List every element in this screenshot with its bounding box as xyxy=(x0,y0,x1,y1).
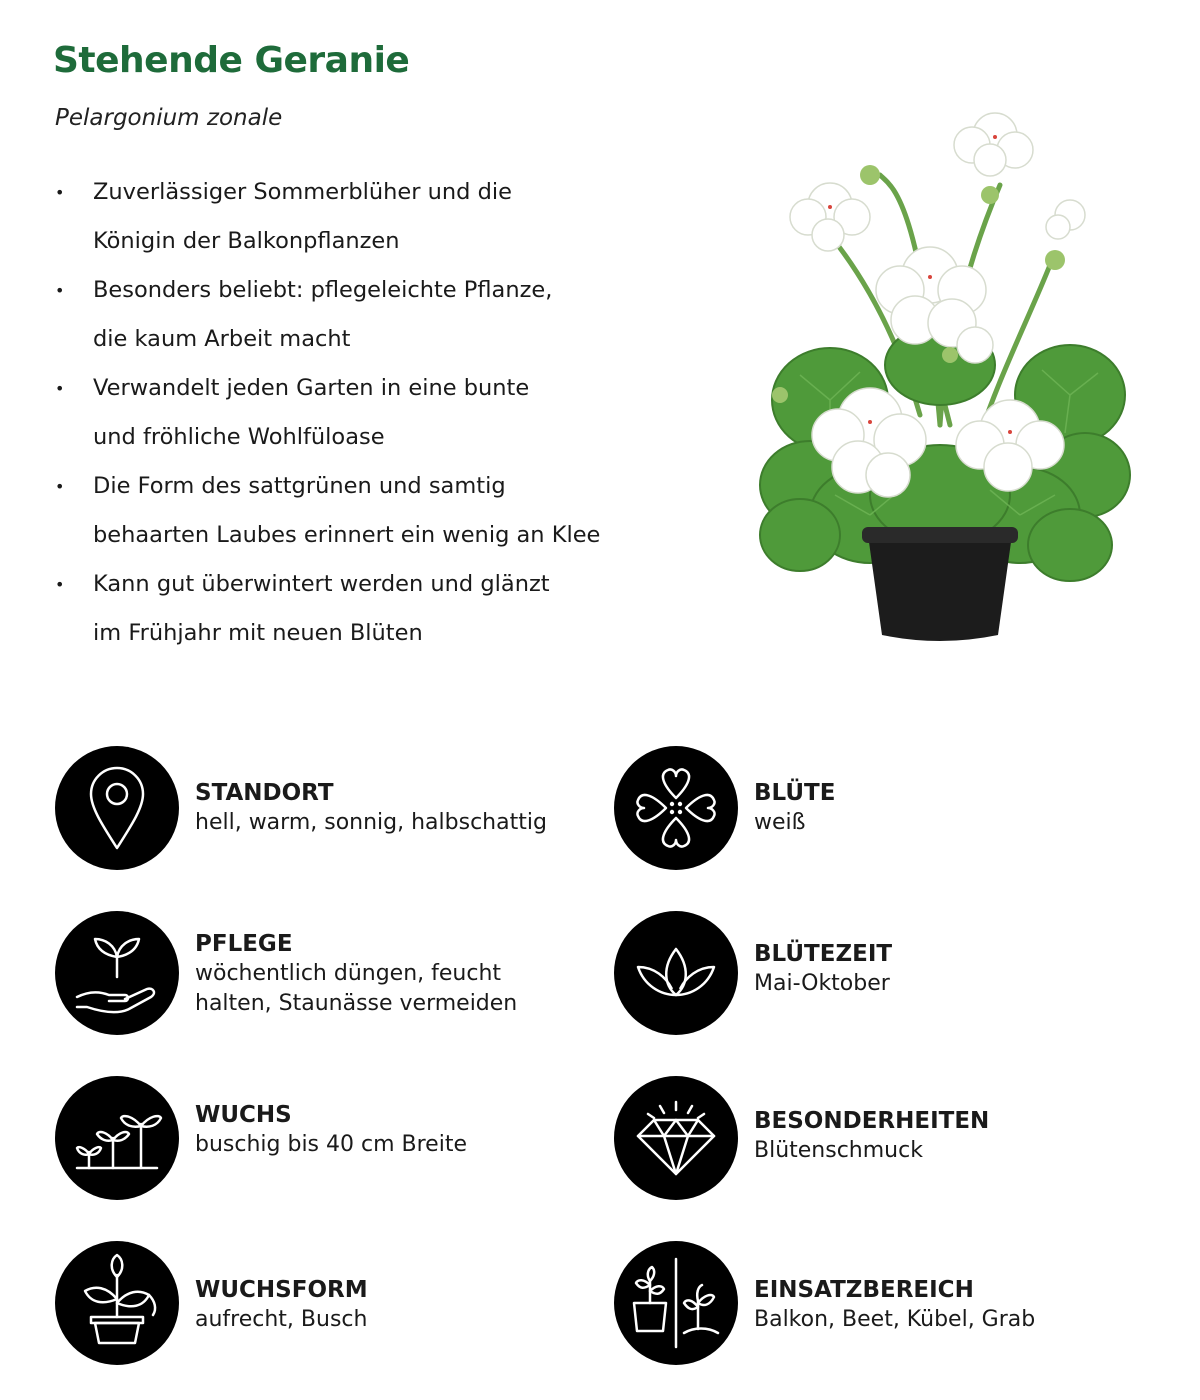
feature-bullet-list xyxy=(55,168,675,658)
list-item: • Zuverlässiger Sommerblüher und die Königin der Balkonpflanzen xyxy=(55,179,512,254)
feature-wuchs xyxy=(55,1076,595,1200)
feature-value: buschig bis 40 cm Breite xyxy=(195,1132,467,1157)
feature-value: aufrecht, Busch xyxy=(195,1307,368,1332)
feature-value: Mai-Oktober xyxy=(754,971,890,996)
feature-label: PFLEGE xyxy=(195,931,293,957)
flower-icon xyxy=(614,746,738,870)
latin-name: Pelargonium zonale xyxy=(55,105,283,131)
feature-besonderheiten xyxy=(614,1076,1154,1200)
location-pin-icon xyxy=(55,746,179,870)
feature-value: weiß xyxy=(754,810,806,835)
potted-plant-icon xyxy=(55,1241,179,1365)
feature-label: WUCHSFORM xyxy=(195,1277,368,1303)
feature-label: BESONDERHEITEN xyxy=(754,1108,990,1134)
feature-bluete xyxy=(614,746,1154,870)
feature-label: STANDORT xyxy=(195,780,334,806)
page-title: Stehende Geranie xyxy=(53,40,410,81)
lotus-icon xyxy=(614,911,738,1035)
feature-wuchsform xyxy=(55,1241,595,1365)
feature-label: BLÜTEZEIT xyxy=(754,941,893,967)
feature-standort xyxy=(55,746,595,870)
list-item: • Besonders beliebt: pflegeleichte Pflanze, die kaum Arbeit macht xyxy=(55,277,553,352)
diamond-icon xyxy=(614,1076,738,1200)
feature-pflege xyxy=(55,911,595,1035)
geranium-photo xyxy=(740,95,1140,655)
feature-value: hell, warm, sonnig, halbschattig xyxy=(195,810,547,835)
feature-value: Balkon, Beet, Kübel, Grab xyxy=(754,1307,1036,1332)
growing-sprouts-icon xyxy=(55,1076,179,1200)
list-item: • Verwandelt jeden Garten in eine bunte und fröhliche Wohlfüloase xyxy=(55,375,530,450)
list-item: • Kann gut überwintert werden und glänzt im Frühjahr mit neuen Blüten xyxy=(55,571,550,646)
feature-value-line2: halten, Staunässe vermeiden xyxy=(195,991,518,1016)
hand-seedling-icon xyxy=(55,911,179,1035)
list-item: • Die Form des sattgrünen und samtig behaarten Laubes erinnert ein wenig an Klee xyxy=(55,473,601,548)
feature-label: EINSATZBEREICH xyxy=(754,1277,974,1303)
feature-label: BLÜTE xyxy=(754,780,836,806)
pot-and-ground-icon xyxy=(614,1241,738,1365)
feature-value: Blütenschmuck xyxy=(754,1138,923,1163)
feature-value-line1: wöchentlich düngen, feucht xyxy=(195,961,502,986)
feature-label: WUCHS xyxy=(195,1102,292,1128)
feature-bluetezeit xyxy=(614,911,1154,1035)
feature-einsatzbereich xyxy=(614,1241,1154,1365)
